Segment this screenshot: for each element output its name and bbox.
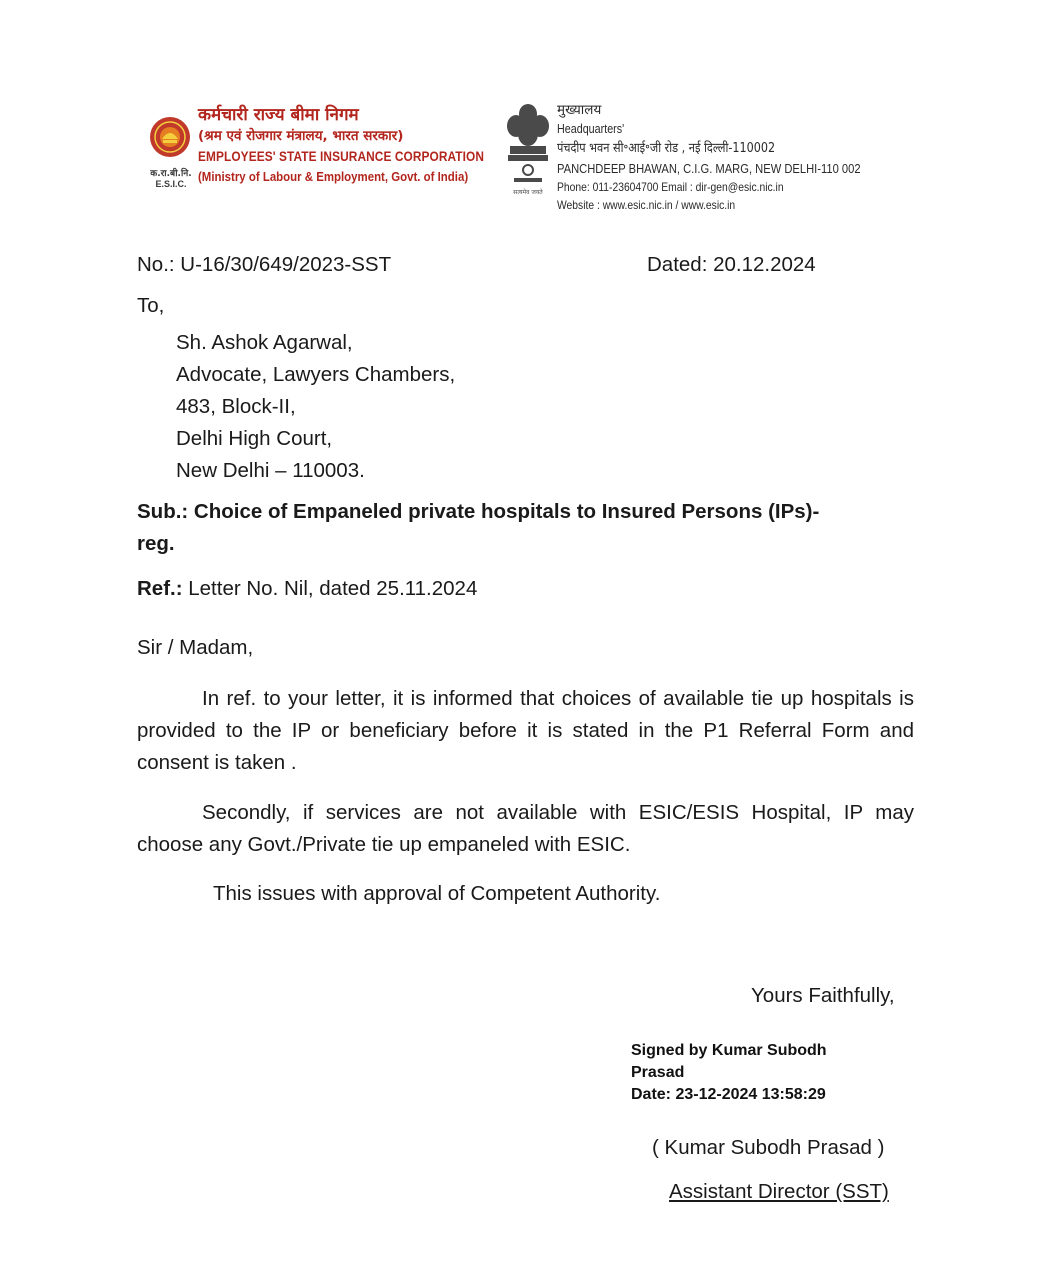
paragraph-2: Secondly, if services are not available with ESIC/ESIS Hospital, IP may choose any Govt./Private tie up empaneled with ESIC.: [137, 801, 914, 856]
phone-email: Phone: 011-23604700 Email : dir-gen@esic.nic.in: [557, 180, 784, 194]
address-hindi: पंचदीप भवन सी॰आई॰जी रोड , नई दिल्ली-110002: [557, 141, 776, 156]
signature-date: Date: 23-12-2024 13:58:29: [631, 1086, 826, 1103]
esic-logo-icon: [148, 115, 192, 167]
website: Website : www.esic.nic.in / www.esic.in: [557, 198, 736, 212]
addressee-line: Advocate, Lawyers Chambers,: [176, 363, 456, 386]
addressee-line: New Delhi – 110003.: [176, 459, 365, 482]
addressee-block: [176, 327, 455, 487]
subject: [137, 496, 819, 560]
address-english: PANCHDEEP BHAWAN, C.I.G. MARG, NEW DELHI-110 002: [557, 161, 861, 176]
salutation: Sir / Madam,: [137, 636, 254, 659]
to-label: To,: [137, 294, 165, 317]
signature-line-2: Prasad: [631, 1064, 685, 1081]
hq-hindi: मुख्यालय: [557, 102, 602, 118]
org-name-english: EMPLOYEES' STATE INSURANCE CORPORATION: [198, 149, 485, 164]
letter-number: No.: U-16/30/649/2023-SST: [137, 253, 392, 276]
paragraph-3: This issues with approval of Competent Authority.: [213, 882, 661, 905]
subject-line-1: Sub.: Choice of Empaneled private hospitals to Insured Persons (IPs)-: [137, 500, 820, 523]
signature-line-1: Signed by Kumar Subodh: [631, 1042, 827, 1059]
paragraph-1: In ref. to your letter, it is informed that choices of available tie up hospitals is provided to the IP or beneficiary before it is stated in the P1 Referral Form and consent is taken .: [137, 687, 914, 774]
ref-label: Ref.:: [137, 577, 183, 600]
emblem-motto: सत्यमेव जयते: [513, 189, 543, 196]
letter-date: Dated: 20.12.2024: [647, 253, 816, 276]
signatory-designation: Assistant Director (SST): [669, 1180, 889, 1203]
addressee-line: Sh. Ashok Agarwal,: [176, 331, 353, 354]
addressee-line: 483, Block-II,: [176, 395, 296, 418]
reference: [137, 577, 477, 601]
organisation-header: [198, 104, 523, 186]
org-name-hindi: कर्मचारी राज्य बीमा निगम: [198, 105, 359, 125]
digital-signature: [631, 1040, 827, 1106]
headquarters-address: [557, 100, 910, 214]
logo-caption-english: E.S.I.C.: [155, 179, 187, 189]
hq-english: Headquarters': [557, 122, 625, 136]
subject-line-2: reg.: [137, 532, 175, 555]
ref-text: Letter No. Nil, dated 25.11.2024: [182, 577, 478, 600]
ministry-hindi: (श्रम एवं रोजगार मंत्रालय, भारत सरकार): [198, 128, 404, 144]
signatory-name: ( Kumar Subodh Prasad ): [652, 1136, 885, 1159]
ministry-english: (Ministry of Labour & Employment, Govt. of India): [198, 169, 469, 184]
logo-caption-hindi: क.रा.बी.नि.: [150, 169, 192, 179]
logo-caption: [146, 169, 196, 189]
addressee-line: Delhi High Court,: [176, 427, 333, 450]
national-emblem-icon: [504, 100, 552, 198]
closing: Yours Faithfully,: [751, 984, 895, 1007]
